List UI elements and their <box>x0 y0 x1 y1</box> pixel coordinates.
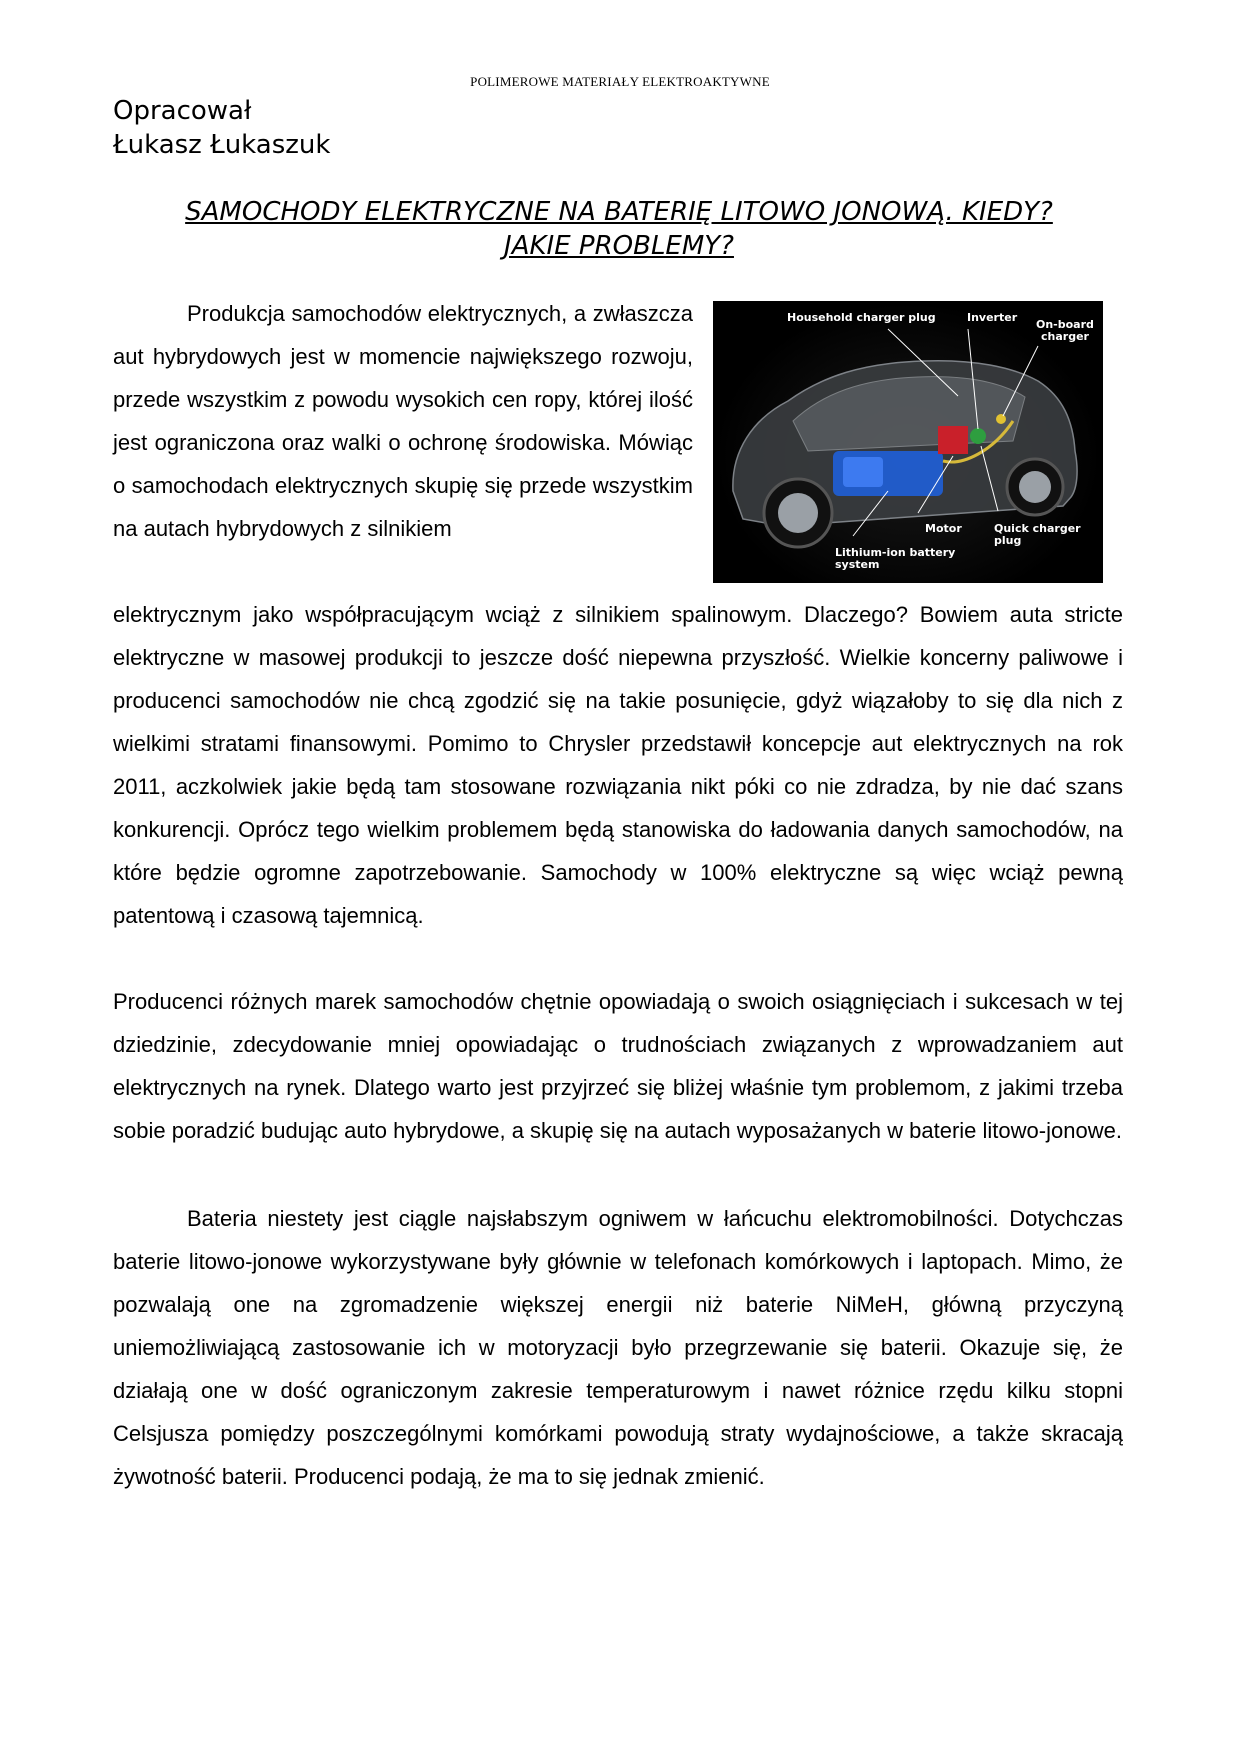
inverter-unit <box>970 428 986 444</box>
label-household-charger: Household charger plug <box>787 311 936 324</box>
paragraph-3-text: Bateria niestety jest ciągle najsłabszym ogniwem w łańcuchu elektromobilności. Dotychczas baterie litowo-jonowe wykorzystywane były głównie w telefonach komórkowych i laptopach. Mimo, że pozwalają one na zgromadzenie większej energii niż baterie NiMeH, główną przyczyną uniemożliwiającą zastosowanie ich w motoryzacji było przegrzewanie się baterii. Okazuje się, że działają one w dość ograniczonym zakresie temperaturowym i nawet różnice rzędu kilku stopni Celsjusza pomiędzy poszczególnymi komórkami powodują straty wydajnościowe, a także skracają żywotność baterii. Producenci podają, że ma to się jednak zmienić. <box>113 1206 1123 1489</box>
rear-wheel-rim <box>1019 471 1051 503</box>
label-battery-1: Lithium-ion battery <box>835 546 956 559</box>
running-header: POLIMEROWE MATERIAŁY ELEKTROAKTYWNE <box>470 74 770 89</box>
label-onboard-charger-2: charger <box>1041 330 1089 343</box>
paragraph-1-continued: elektrycznym jako współpracującym wciąż z silnikiem spalinowym. Dlaczego? Bowiem auta stricte elektryczne w masowej produkcji to jeszcze dość niepewna przyszłość. Wielkie koncerny paliwowe i producenci samochodów nie chcą zgodzić się na takie posunięcie, gdyż wiązałoby to się dla nich z wielkimi stratami finansowymi. Pomimo to Chrysler przedstawił koncepcje aut elektrycznych na rok 2011, aczkolwiek jakie będą tam stosowane rozwiązania nikt póki co nie zdradza, by nie dać szans konkurencji. Oprócz tego wielkim problemem będą stanowiska do ładowania danych samochodów, na które będzie ogromne zapotrzebowanie. Samochody w 100% elektryczne są więc wciąż pewną patentową i czasową tajemnicą. <box>113 602 1123 928</box>
paragraph-1-text: Produkcja samochodów elektrycznych, a zwłaszcza aut hybrydowych jest w momencie największego rozwoju, przede wszystkim z powodu wysokich cen ropy, której ilość jest ograniczona oraz walki o ochronę środowiska. Mówiąc o samochodach elektrycznych skupię się przede wszystkim na autach hybrydowych z silnikiem <box>113 301 693 541</box>
paragraph-3 <box>113 1197 1123 1498</box>
motor-unit <box>938 426 968 454</box>
charger-unit <box>996 414 1006 424</box>
battery-cell <box>843 457 883 487</box>
label-quick-charger-2: plug <box>994 534 1022 547</box>
document-title <box>113 195 1125 263</box>
label-motor: Motor <box>925 522 962 535</box>
paragraph-2: Producenci różnych marek samochodów chętnie opowiadają o swoich osiągnięciach i sukcesach w tej dziedzinie, zdecydowanie mniej opowiadając o trudnościach związanych z wprowadzaniem aut elektrycznych na rynek. Dlatego warto jest przyjrzeć się bliżej właśnie tym problemom, z jakimi trzeba sobie poradzić budując auto hybrydowe, a skupię się na autach wyposażanych w baterie litowo-jonowe. <box>113 989 1123 1143</box>
author-block <box>113 94 330 162</box>
car-illustration <box>713 301 1103 583</box>
label-onboard-charger-1: On-board <box>1036 318 1094 331</box>
title-line-2: JAKIE PROBLEMY? <box>504 231 734 261</box>
author-name: Łukasz Łukaszuk <box>113 130 331 160</box>
front-wheel-rim <box>778 493 818 533</box>
hybrid-car-figure <box>713 301 1103 583</box>
title-line-1: SAMOCHODY ELEKTRYCZNE NA BATERIĘ LITOWO JONOWĄ. KIEDY? <box>185 197 1053 227</box>
label-quick-charger-1: Quick charger <box>994 522 1081 535</box>
label-battery-2: system <box>835 558 880 571</box>
author-label: Opracował <box>113 96 252 126</box>
label-inverter: Inverter <box>967 311 1018 324</box>
paragraph-1 <box>113 292 693 550</box>
